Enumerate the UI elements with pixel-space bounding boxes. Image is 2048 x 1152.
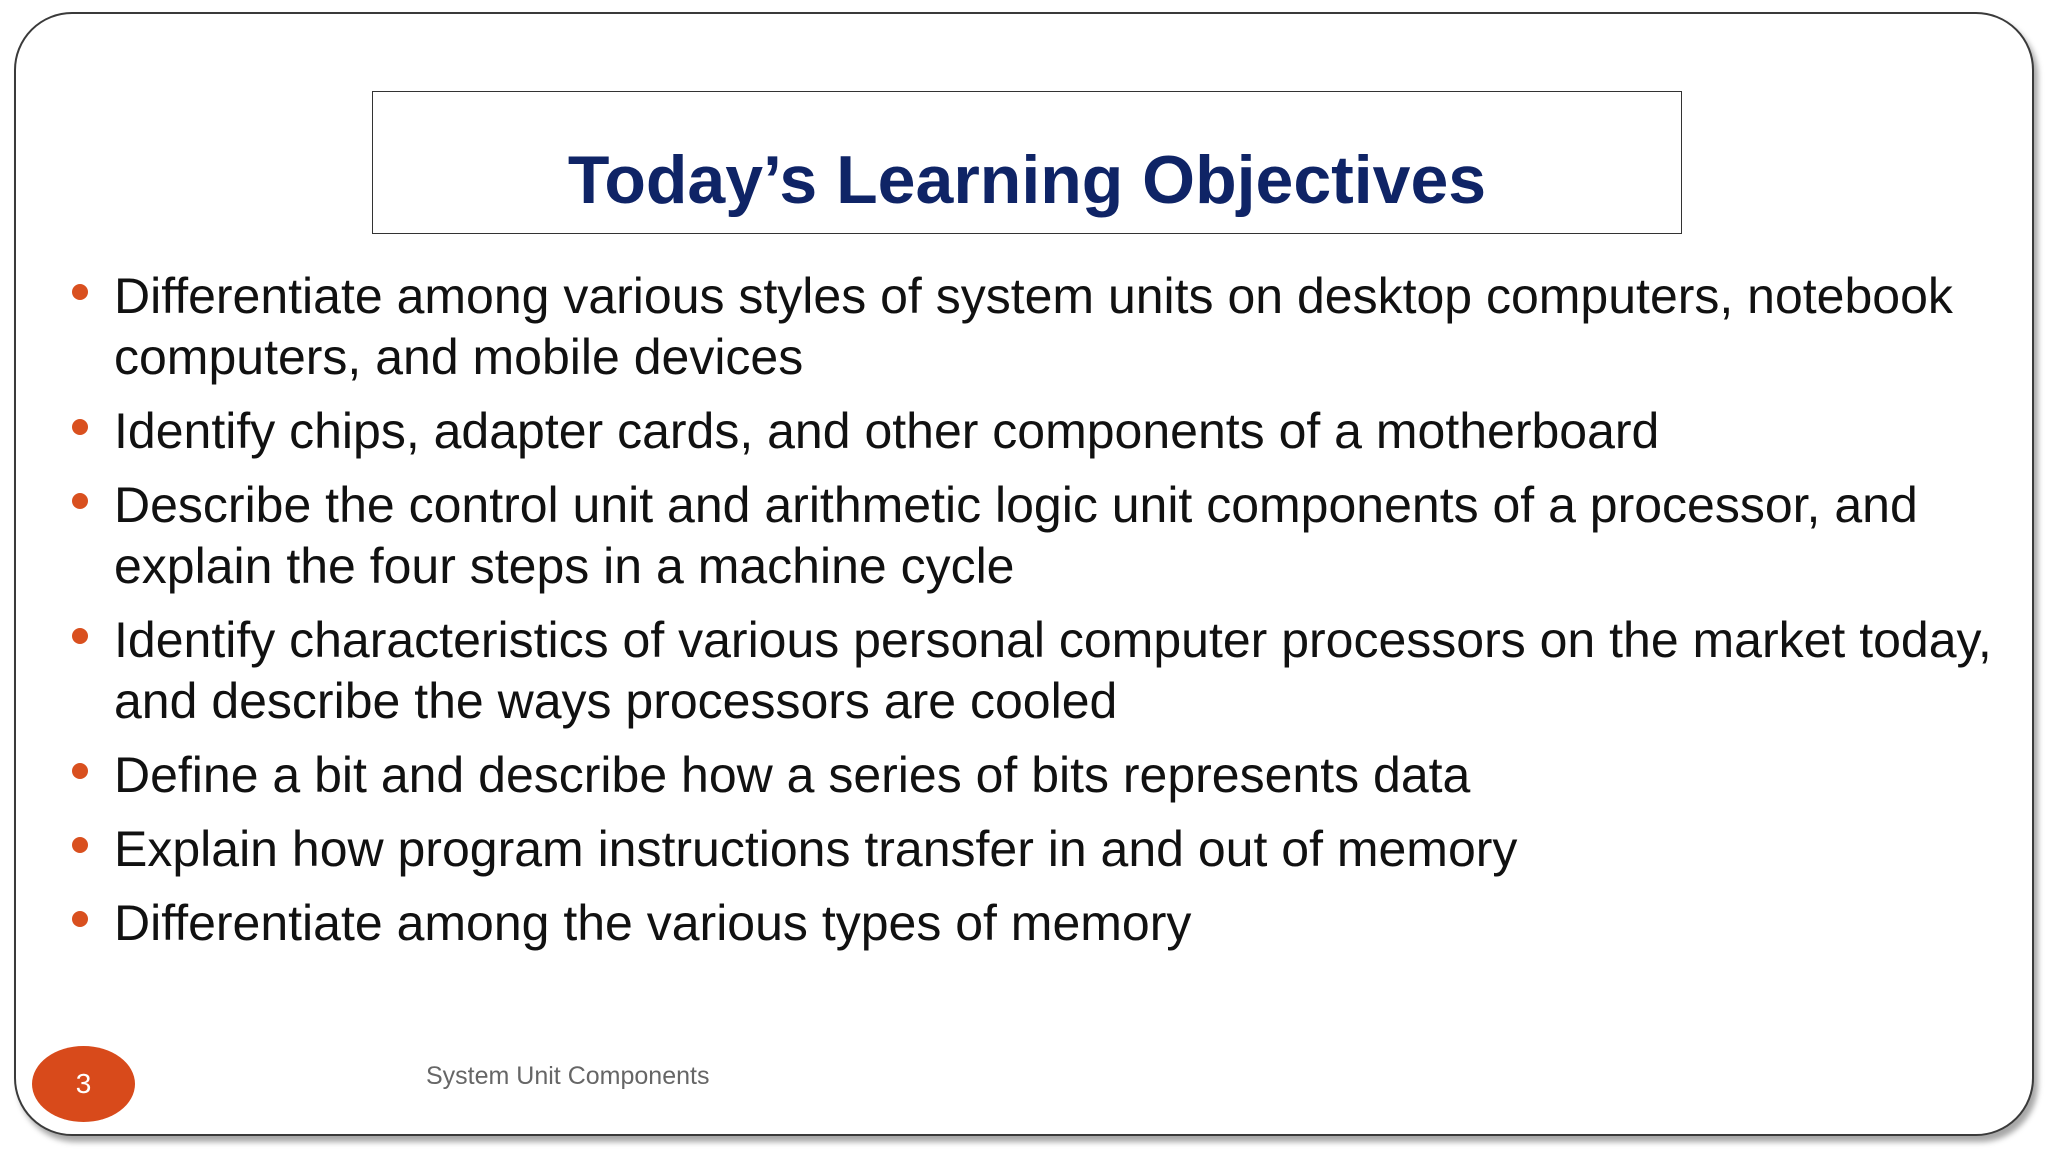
list-item [68,401,2018,462]
slide-title: Today’s Learning Objectives [567,141,1487,218]
objectives-list [68,266,2018,967]
page-number-badge [32,1046,135,1122]
bullet-dot-icon [72,911,88,927]
bullet-dot-icon [72,419,88,435]
bullet-dot-icon [72,763,88,779]
list-item-text: Identify chips, adapter cards, and other components of a motherboard [114,403,1660,459]
list-item [68,819,2018,880]
list-item [68,893,2018,954]
list-item-text: Describe the control unit and arithmetic logic unit components of a processor, and explain the four steps in a machine cycle [114,477,1918,594]
bullet-dot-icon [72,837,88,853]
bullet-dot-icon [72,493,88,509]
page-number: 3 [75,1068,92,1099]
list-item-text: Differentiate among the various types of memory [114,895,1192,951]
list-item [68,610,2018,732]
list-item [68,745,2018,806]
bullet-dot-icon [72,628,88,644]
footer-text: System Unit Components [426,1062,710,1090]
list-item-text: Differentiate among various styles of system units on desktop computers, notebook computers, and mobile devices [114,268,1953,385]
list-item-text: Explain how program instructions transfer in and out of memory [114,821,1518,877]
list-item-text: Identify characteristics of various personal computer processors on the market today, and describe the ways processors are cooled [114,612,1992,729]
list-item [68,475,2018,597]
title-box [372,91,1682,234]
bullet-dot-icon [72,284,88,300]
list-item [68,266,2018,388]
list-item-text: Define a bit and describe how a series of bits represents data [114,747,1471,803]
